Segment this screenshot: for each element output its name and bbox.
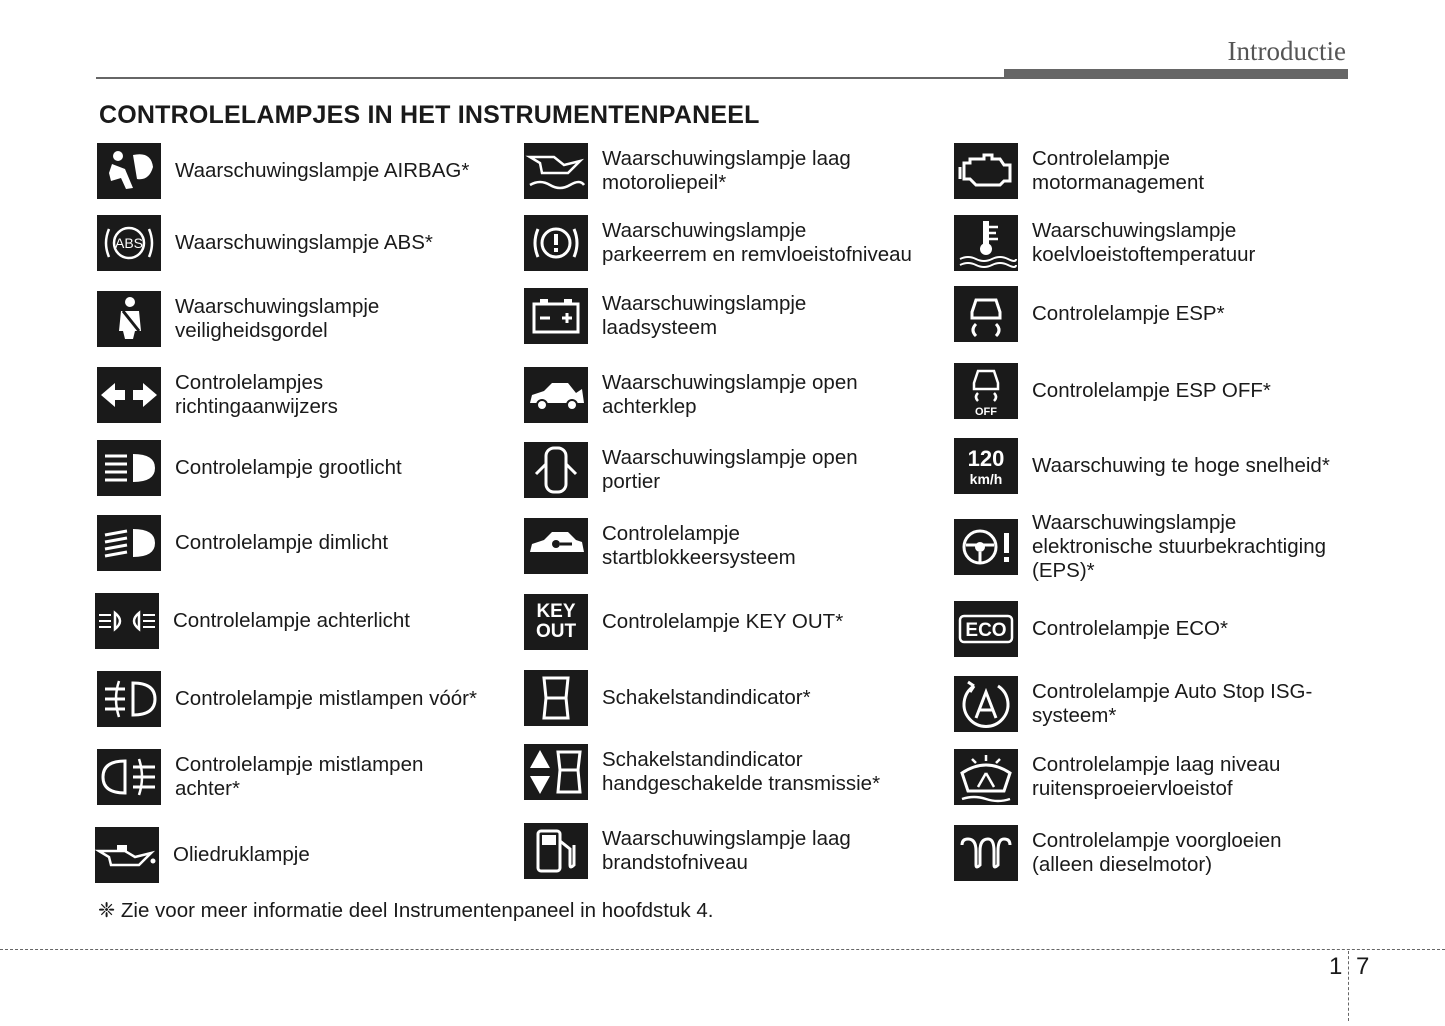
speed-warning-icon [954, 438, 1018, 494]
list-item-eps: Waarschuwingslampje elektronische stuurbekrachtiging (EPS)* [954, 511, 1326, 583]
oil-level-icon [524, 143, 588, 199]
gear-position-icon [524, 670, 588, 726]
list-item-battery: Waarschuwingslampje laadsysteem [524, 288, 806, 344]
airbag-icon [97, 143, 161, 199]
page-number: 7 [1356, 953, 1370, 980]
list-item-eco: ECO Controlelampje ECO* [954, 601, 1228, 657]
header-rule [96, 77, 1006, 79]
manual-shift-icon [524, 744, 588, 800]
list-item-front-fog: Controlelampje mistlampen vóór* [97, 671, 477, 727]
list-item-abs: ABS Waarschuwingslampje ABS* [97, 215, 433, 271]
svg-text:ECO: ECO [965, 620, 1007, 641]
svg-text:OFF: OFF [975, 406, 997, 418]
eco-icon [954, 601, 1018, 657]
front-fog-icon [97, 671, 161, 727]
fuel-level-icon [524, 823, 588, 879]
footnote: ❈ Zie voor meer informatie deel Instrumentenpaneel in hoofdstuk 4. [98, 899, 714, 922]
engine-check-icon [954, 143, 1018, 199]
list-item-tail-light: Controlelampje achterlicht [95, 593, 410, 649]
list-item-oil-level: Waarschuwingslampje laag motoroliepeil* [524, 143, 851, 199]
list-item-parking-brake: Waarschuwingslampje parkeerrem en remvloeistofniveau [524, 215, 912, 271]
door-open-icon [524, 442, 588, 498]
svg-text:ABS: ABS [114, 235, 144, 251]
list-item-oil-pressure: Oliedruklampje [95, 827, 310, 883]
list-item-door-open: Waarschuwingslampje open portier [524, 442, 858, 498]
list-item-turn-signals: Controlelampjes richtingaanwijzers [97, 367, 338, 423]
turn-signal-icon [97, 367, 161, 423]
eps-icon [954, 519, 1018, 575]
list-item-manual-shift: Schakelstandindicator handgeschakelde transmissie* [524, 744, 880, 800]
washer-fluid-icon [954, 749, 1018, 805]
list-item-airbag: Waarschuwingslampje AIRBAG* [97, 143, 469, 199]
list-item-seatbelt: Waarschuwingslampje veiligheidsgordel [97, 291, 379, 347]
abs-icon [97, 215, 161, 271]
list-item-engine-check: Controlelampje motormanagement [954, 143, 1204, 199]
list-item-auto-stop: Controlelampje Auto Stop ISG- systeem* [954, 676, 1312, 732]
page-heading: CONTROLELAMPJES IN HET INSTRUMENTENPANEEL [99, 101, 760, 129]
list-item-high-beam: Controlelampje grootlicht [97, 440, 402, 496]
glow-plug-icon [954, 825, 1018, 881]
rear-fog-icon [97, 749, 161, 805]
esp-off-icon [954, 363, 1018, 419]
page-number-divider [1348, 951, 1349, 1021]
svg-text:120: 120 [967, 446, 1005, 471]
low-beam-icon [97, 515, 161, 571]
list-item-speed-warning: 120 km/h Waarschuwing te hoge snelheid* [954, 438, 1330, 494]
list-item-immobilizer: Controlelampje startblokkeersysteem [524, 518, 796, 574]
footer-divider [0, 949, 1445, 950]
tail-light-icon [95, 593, 159, 649]
chapter-number: 1 [1329, 953, 1343, 980]
list-item-fuel-level: Waarschuwingslampje laag brandstofniveau [524, 823, 851, 879]
esp-icon [954, 286, 1018, 342]
oil-pressure-icon [95, 827, 159, 883]
high-beam-icon [97, 440, 161, 496]
list-item-rear-fog: Controlelampje mistlampen achter* [97, 749, 423, 805]
list-item-esp: Controlelampje ESP* [954, 286, 1225, 342]
list-item-glow-plug: Controlelampje voorgloeien (alleen dieselmotor) [954, 825, 1282, 881]
svg-text:km/h: km/h [969, 471, 1003, 487]
parking-brake-icon [524, 215, 588, 271]
section-title: Introductie [1227, 36, 1346, 66]
list-item-washer-fluid: Controlelampje laag niveau ruitensproeiervloeistof [954, 749, 1280, 805]
immobilizer-icon [524, 518, 588, 574]
auto-stop-icon [954, 676, 1018, 732]
seatbelt-icon [97, 291, 161, 347]
list-item-esp-off: OFF Controlelampje ESP OFF* [954, 363, 1271, 419]
coolant-temp-icon [954, 215, 1018, 271]
key-out-icon: KEY OUT [524, 594, 588, 650]
header-rule-accent [1004, 69, 1348, 79]
list-item-trunk-open: Waarschuwingslampje open achterklep [524, 367, 858, 423]
list-item-key-out: KEY OUT Controlelampje KEY OUT* [524, 594, 843, 650]
list-item-low-beam: Controlelampje dimlicht [97, 515, 388, 571]
trunk-open-icon [524, 367, 588, 423]
list-item-gear-position: Schakelstandindicator* [524, 670, 811, 726]
battery-icon [524, 288, 588, 344]
list-item-coolant-temp: Waarschuwingslampje koelvloeistoftemperatuur [954, 215, 1255, 271]
